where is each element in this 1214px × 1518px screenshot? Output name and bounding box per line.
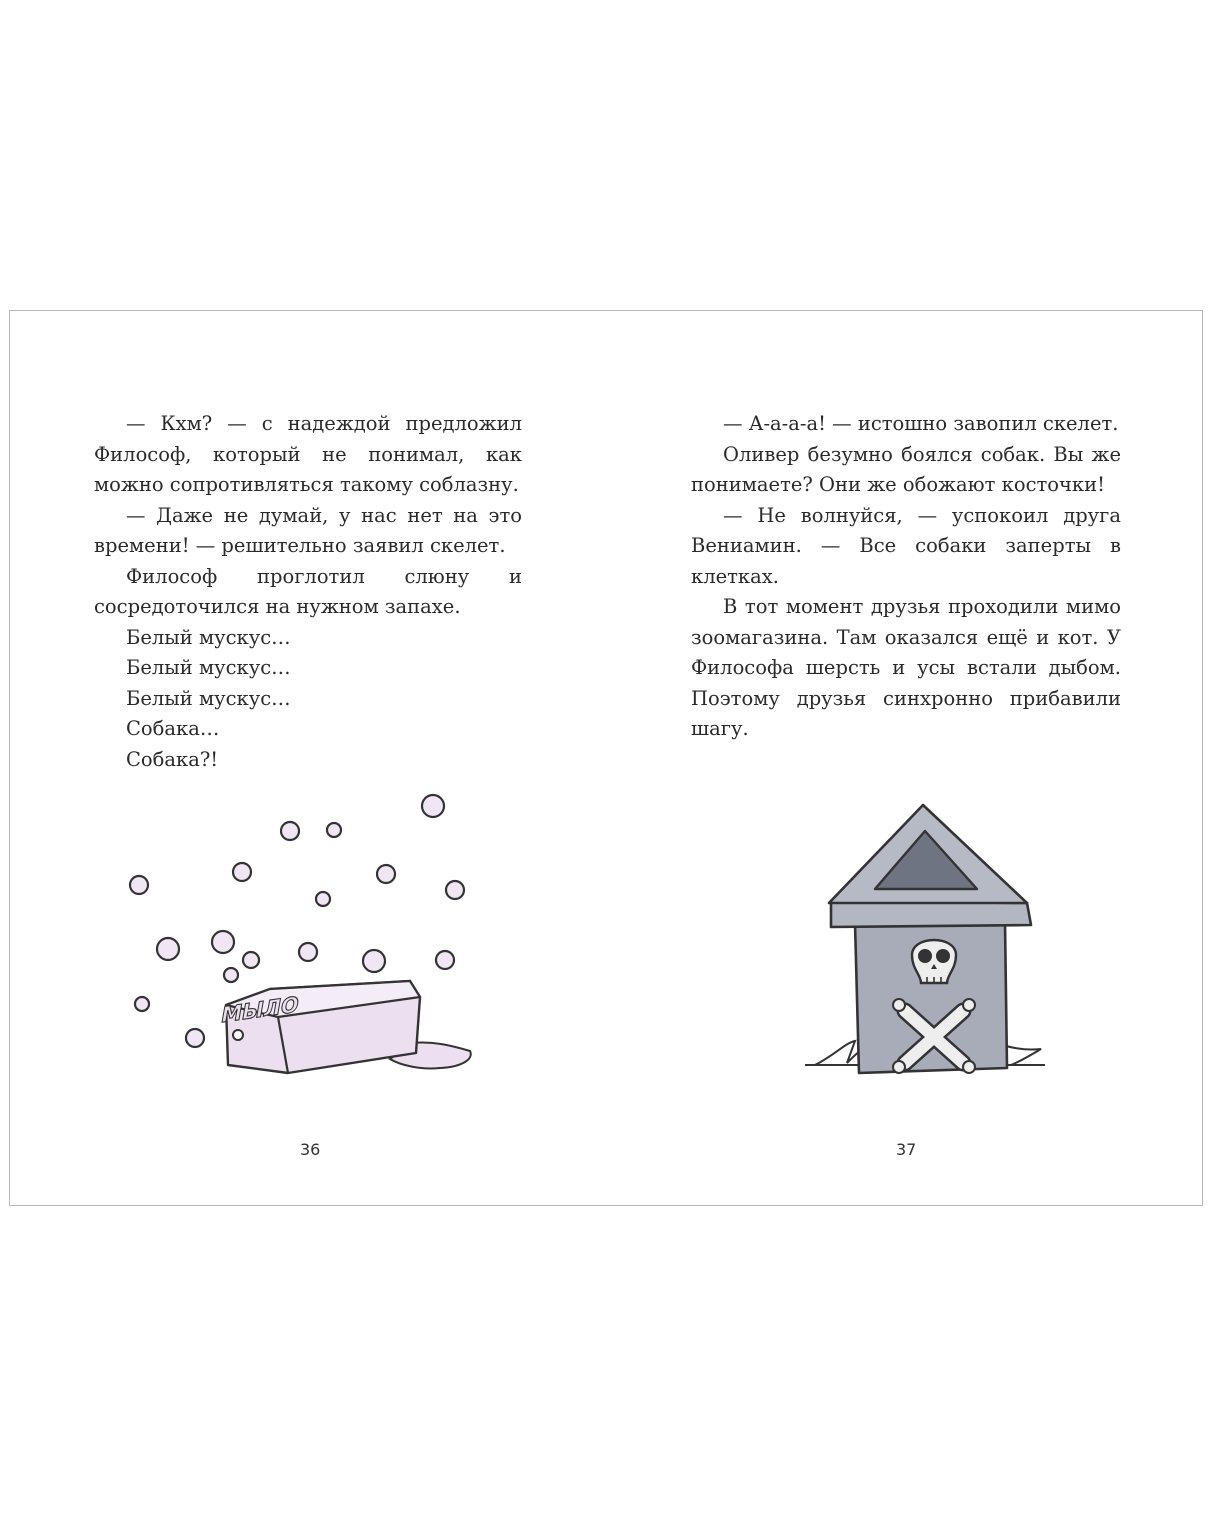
paragraph: Белый мускус… — [126, 625, 291, 649]
paragraph: — Не волнуйся, — успокоил друга Вениамин. — Все собаки заперты в клетках. — [691, 503, 1121, 588]
page-number: 36 — [300, 1140, 321, 1159]
paragraph: Собака?! — [126, 747, 219, 771]
book-spread — [9, 310, 1203, 1206]
paragraph: Собака… — [126, 717, 220, 740]
tombstone-skull-icon — [795, 793, 1065, 1093]
soap-bar-icon — [120, 783, 480, 1083]
paragraph: Белый мускус… — [126, 686, 291, 710]
page-number: 37 — [896, 1140, 917, 1159]
soap-label: МЫЛО — [219, 992, 301, 1029]
paragraph: Оливер безумно боялся собак. Вы же понимаете? Они же обожают косточки! — [691, 442, 1121, 496]
paragraph: Философ проглотил слюну и сосредоточился на нужном запахе. — [94, 564, 522, 618]
paragraph: Белый мускус… — [126, 656, 291, 679]
paragraph: — Даже не думай, у нас нет на это времени! — решительно заявил скелет. — [94, 503, 522, 557]
paragraph: В тот момент друзья проходили мимо зоомагазина. Там оказался ещё и кот. У Философа шерсть и усы встали дыбом. Поэтому друзья синхронно прибавили шагу. — [691, 595, 1121, 740]
paragraph: — А-а-а-а! — истошно завопил скелет. — [723, 412, 1119, 435]
paragraph: — Кхм? — с надеждой предложил Философ, который не понимал, как можно сопротивляться такому соблазну. — [94, 412, 522, 496]
left-page-text — [94, 409, 522, 775]
right-page-text — [691, 409, 1121, 745]
